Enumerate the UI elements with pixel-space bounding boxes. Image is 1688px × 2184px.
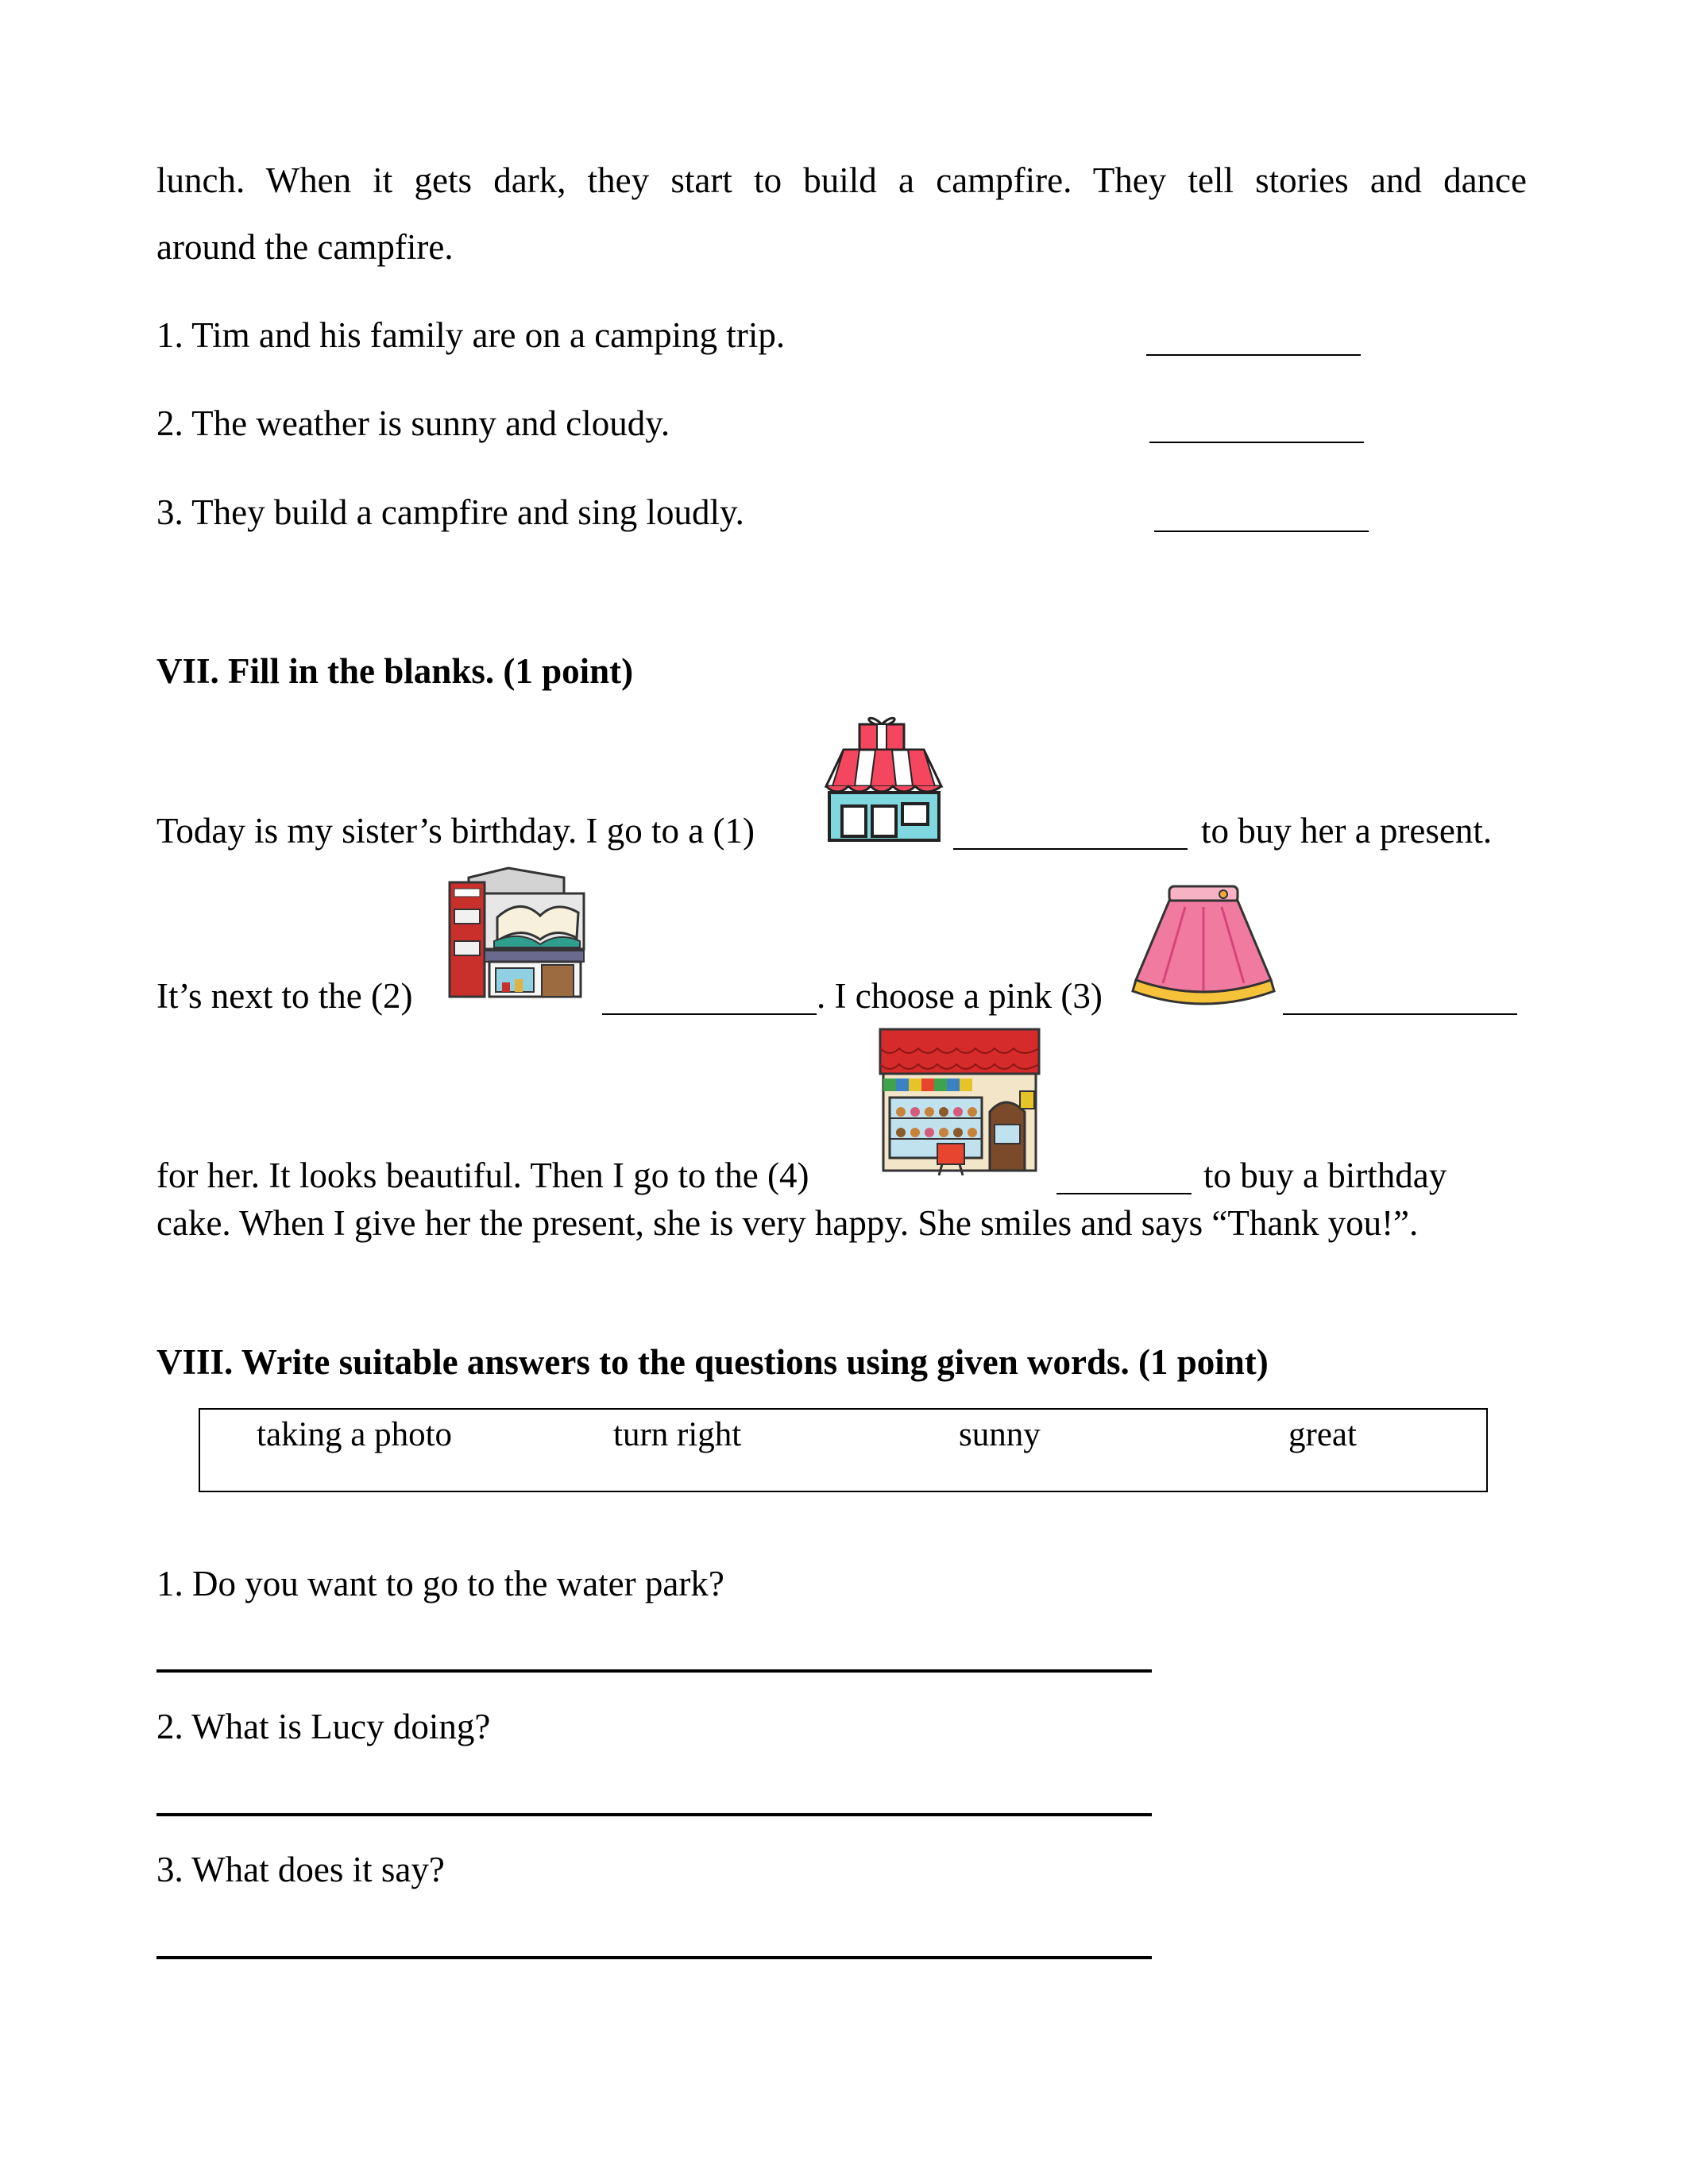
fill-line-3-end: to buy a birthday xyxy=(1203,1156,1447,1195)
fill-line-2-start: It’s next to the (2) xyxy=(156,976,413,1016)
blank-1[interactable] xyxy=(953,848,1188,850)
word-turn-right: turn right xyxy=(613,1416,742,1453)
answer-line-1[interactable] xyxy=(156,1669,1152,1673)
bookshop-icon xyxy=(445,862,588,1005)
fill-line-1-end: to buy her a present. xyxy=(1201,811,1493,851)
tf-answer-blank-3[interactable] xyxy=(1154,531,1369,532)
question-1: 1. Do you want to go to the water park? xyxy=(156,1564,724,1603)
tf-statement-1: 1. Tim and his family are on a camping trip. xyxy=(156,315,786,355)
pink-skirt-icon xyxy=(1128,880,1279,1015)
tf-statement-3: 3. They build a campfire and sing loudly. xyxy=(156,492,744,532)
word-sunny: sunny xyxy=(959,1416,1041,1453)
word-taking-a-photo: taking a photo xyxy=(257,1416,453,1453)
gift-shop-icon xyxy=(818,715,949,846)
question-3: 3. What does it say? xyxy=(156,1850,445,1889)
answer-line-2[interactable] xyxy=(156,1813,1152,1816)
fill-line-2-middle: . I choose a pink (3) xyxy=(817,976,1103,1016)
blank-4[interactable] xyxy=(1056,1193,1192,1194)
tf-statement-2: 2. The weather is sunny and cloudy. xyxy=(156,403,670,443)
blank-2[interactable] xyxy=(602,1013,817,1015)
blank-3[interactable] xyxy=(1283,1013,1517,1015)
fill-line-4: cake. When I give her the present, she is very happy. She smiles and says “Thank you!”. xyxy=(156,1203,1419,1243)
passage-line-1: lunch. When it gets dark, they start to build a campfire. They tell stories and dance xyxy=(156,160,1527,200)
word-great: great xyxy=(1288,1416,1357,1453)
question-2: 2. What is Lucy doing? xyxy=(156,1707,491,1746)
fill-line-1-start: Today is my sister’s birthday. I go to a (1) xyxy=(156,811,755,851)
section-8-heading: VIII. Write suitable answers to the questions using given words. (1 point) xyxy=(156,1342,1269,1382)
tf-answer-blank-2[interactable] xyxy=(1149,442,1364,443)
bakery-icon xyxy=(874,1024,1045,1179)
answer-line-3[interactable] xyxy=(156,1956,1152,1959)
passage-line-2: around the campfire. xyxy=(156,227,454,267)
tf-answer-blank-1[interactable] xyxy=(1146,354,1361,356)
fill-line-3-start: for her. It looks beautiful. Then I go to the (4) xyxy=(156,1156,809,1195)
section-7-heading: VII. Fill in the blanks. (1 point) xyxy=(156,651,634,691)
